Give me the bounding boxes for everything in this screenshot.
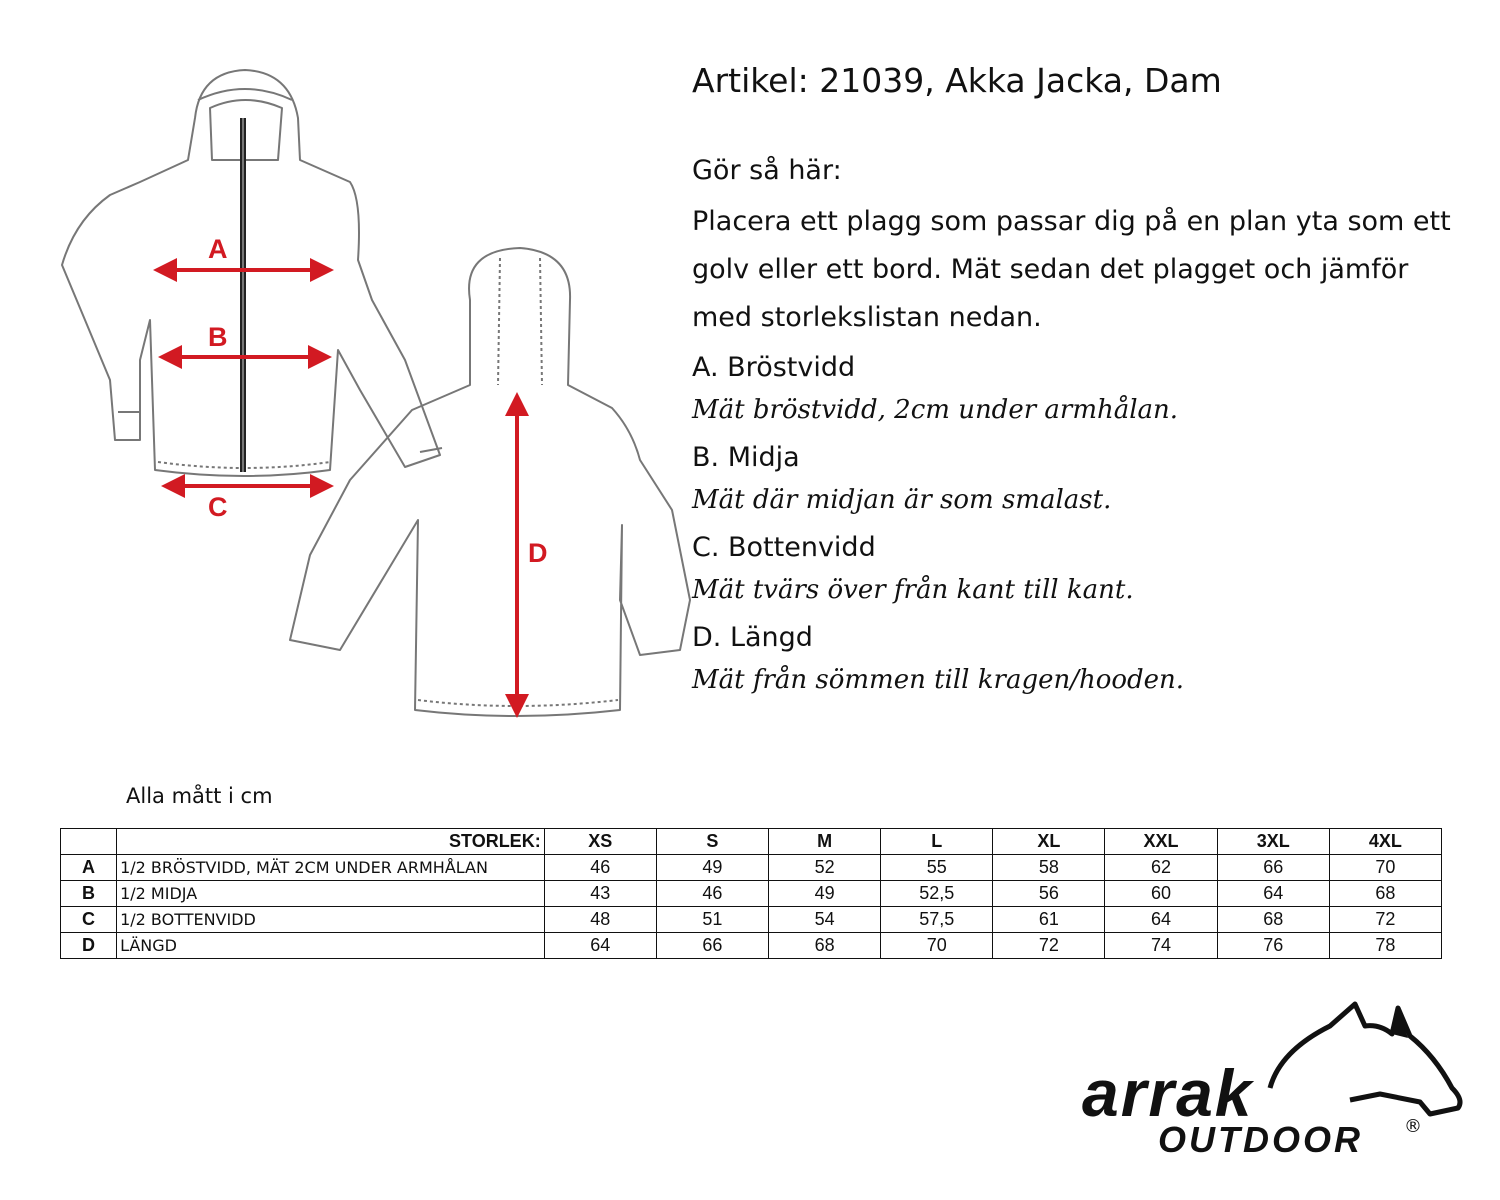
instructions-line: golv eller ett bord. Mät sedan det plagget och jämför (692, 254, 1409, 285)
measure-c-desc: Mät tvärs över från kant till kant. (692, 575, 1134, 605)
label-a: A (208, 234, 228, 264)
size-header-row (61, 829, 1442, 855)
measure-a-title: A. Bröstvidd (692, 352, 856, 383)
table-row (61, 881, 1442, 907)
instructions-paragraph (692, 198, 1472, 342)
measure-b-title: B. Midja (692, 442, 800, 473)
table-cell: 66 (1217, 855, 1329, 881)
row-key: A (61, 855, 117, 881)
table-cell: 58 (993, 855, 1105, 881)
logo-registered-mark: ® (1404, 1116, 1422, 1137)
label-c: C (208, 492, 228, 522)
table-cell: 52,5 (881, 881, 993, 907)
row-key: B (61, 881, 117, 907)
row-label: 1/2 MIDJA (117, 881, 545, 907)
table-row (61, 855, 1442, 881)
row-key: C (61, 907, 117, 933)
measure-d-title: D. Längd (692, 622, 813, 653)
table-cell: 74 (1105, 933, 1217, 959)
table-cell: 46 (544, 855, 656, 881)
front-jacket-outline (62, 70, 440, 476)
measure-d-desc: Mät från sömmen till kragen/hooden. (692, 665, 1185, 695)
label-d: D (528, 538, 548, 568)
table-cell: 78 (1329, 933, 1441, 959)
back-hood-seam (498, 258, 542, 385)
table-cell: 61 (993, 907, 1105, 933)
logo-sub: OUTDOOR (1158, 1119, 1363, 1160)
table-cell: 49 (769, 881, 881, 907)
table-cell: 70 (1329, 855, 1441, 881)
table-cell: 68 (769, 933, 881, 959)
table-cell: 51 (656, 907, 768, 933)
table-cell: 49 (656, 855, 768, 881)
logo-brand: arrak (1082, 1056, 1254, 1130)
table-cell: 70 (881, 933, 993, 959)
table-cell: 43 (544, 881, 656, 907)
measure-a-desc: Mät bröstvidd, 2cm under armhålan. (692, 395, 1179, 425)
table-cell: 72 (993, 933, 1105, 959)
table-cell: 48 (544, 907, 656, 933)
size-s: S (656, 829, 768, 855)
instructions-panel (692, 58, 1472, 702)
instructions-line: med storlekslistan nedan. (692, 302, 1042, 333)
size-xxl: XXL (1105, 829, 1217, 855)
table-row (61, 933, 1442, 959)
dog-head-icon (1270, 1004, 1460, 1114)
table-cell: 55 (881, 855, 993, 881)
table-cell: 68 (1217, 907, 1329, 933)
row-label: LÄNGD (117, 933, 545, 959)
size-4xl: 4XL (1329, 829, 1441, 855)
jacket-diagram (0, 0, 700, 740)
unit-note: Alla mått i cm (126, 784, 273, 808)
instructions-heading: Gör så här: (692, 155, 842, 186)
table-cell: 66 (656, 933, 768, 959)
row-label: 1/2 BOTTENVIDD (117, 907, 545, 933)
instructions-line: Placera ett plagg som passar dig på en plan yta som ett (692, 206, 1451, 237)
table-cell: 46 (656, 881, 768, 907)
table-row (61, 907, 1442, 933)
arrak-outdoor-logo (1080, 996, 1475, 1166)
row-key: D (61, 933, 117, 959)
size-l: L (881, 829, 993, 855)
front-hood-brim (198, 89, 292, 100)
back-jacket-outline (290, 248, 690, 716)
article-title: Artikel: 21039, Akka Jacka, Dam (692, 61, 1222, 100)
measure-b-desc: Mät där midjan är som smalast. (692, 485, 1112, 515)
measure-c-title: C. Bottenvidd (692, 532, 876, 563)
size-m: M (769, 829, 881, 855)
table-cell: 60 (1105, 881, 1217, 907)
size-xl: XL (993, 829, 1105, 855)
table-cell: 64 (544, 933, 656, 959)
table-cell: 56 (993, 881, 1105, 907)
table-cell: 64 (1217, 881, 1329, 907)
size-table (60, 828, 1442, 959)
row-label: 1/2 BRÖSTVIDD, MÄT 2CM UNDER ARMHÅLAN (117, 855, 545, 881)
size-header-label: STORLEK: (117, 829, 545, 855)
table-cell: 62 (1105, 855, 1217, 881)
table-corner-cell (61, 829, 117, 855)
size-3xl: 3XL (1217, 829, 1329, 855)
table-cell: 54 (769, 907, 881, 933)
table-cell: 57,5 (881, 907, 993, 933)
table-cell: 68 (1329, 881, 1441, 907)
size-xs: XS (544, 829, 656, 855)
label-b: B (208, 322, 228, 352)
table-cell: 64 (1105, 907, 1217, 933)
table-cell: 72 (1329, 907, 1441, 933)
table-cell: 76 (1217, 933, 1329, 959)
table-cell: 52 (769, 855, 881, 881)
